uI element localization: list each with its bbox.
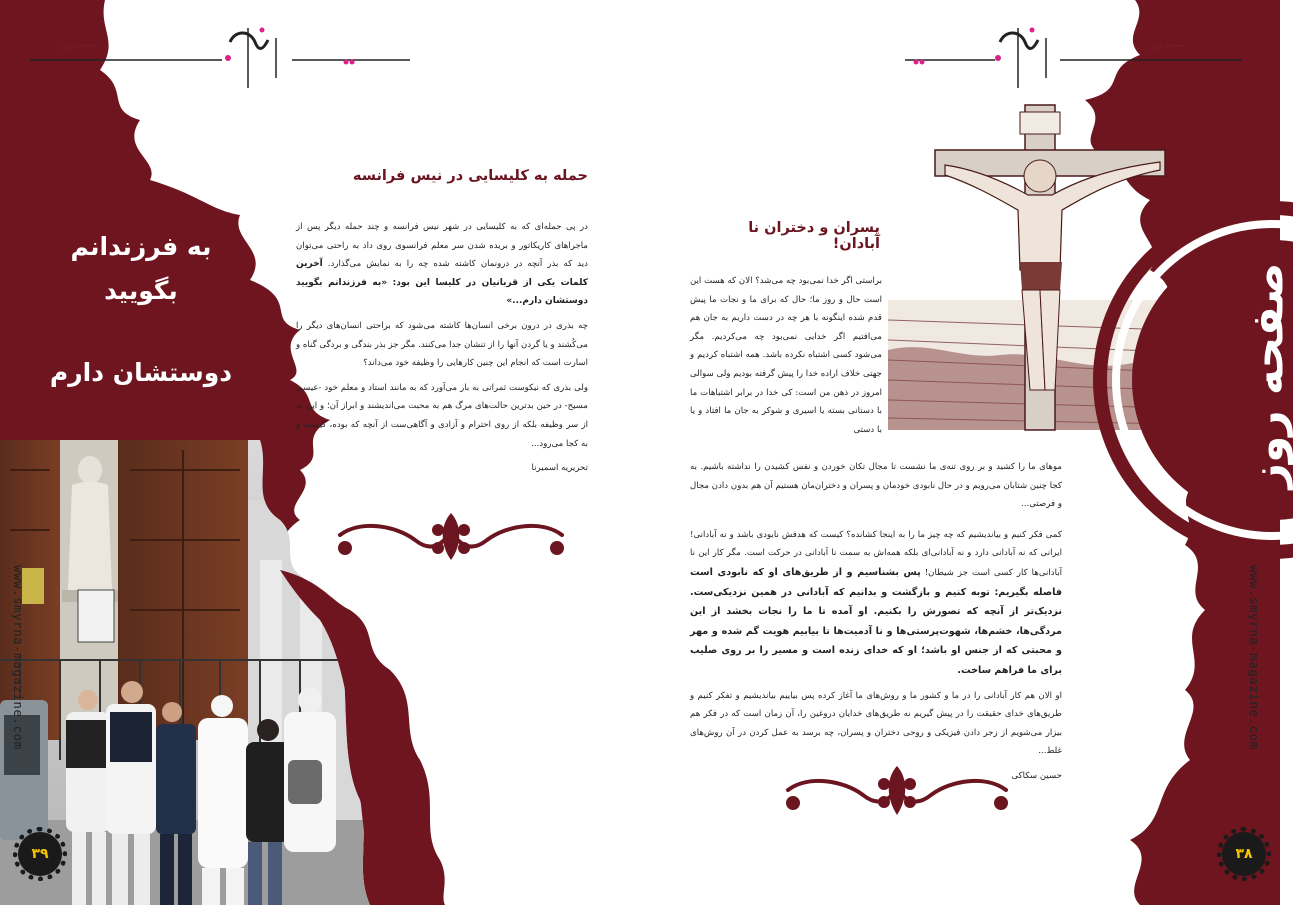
logo-wordmark: صفحه روز [1242, 262, 1293, 489]
pull-quote-line1: به فرزندانم [70, 232, 212, 261]
left-article-signature: تحریریه اسمیرنا [531, 463, 588, 474]
pull-quote [36, 225, 246, 395]
right-article-paragraph-2 [690, 526, 1062, 681]
left-article-p1-text: در پی حمله‌ای که به کلیسایی در شهر نیس فرانسه و چند حمله دیگر پس از ماجراهای کاریکاتور و بریده شدن سر معلم فرانسوی روی داد به راحتی می‌توان دید که بذر آنچه در درونمان کاشته شده چه را به نمایش می‌گذارد. [296, 222, 588, 270]
left-article-paragraph-1 [296, 218, 588, 311]
right-article-paragraph-1-part2: موهای ما را کشید و بر روی تنه‌ی ما نشست تا مجال تکان خوردن و نفس کشیدن را نداشته باشیم. به کجا چنین شتابان می‌رویم و در حال نابودی خودمان و پسران و دختران‌مان هستیم آن هم بدون دادن مجال و فرصتی... [690, 462, 1062, 510]
pull-quote-line2: بگویید [104, 276, 178, 305]
left-page-number: ۳۹ [18, 832, 62, 876]
pull-quote-line3: دوستشان دارم [49, 358, 233, 387]
right-vertical-url[interactable]: www.smyrna-magazine.com [1247, 565, 1262, 750]
right-article-body-bottom [690, 458, 1062, 792]
left-article-body [296, 218, 588, 484]
left-ornament-center [432, 513, 470, 560]
left-vertical-url[interactable]: www.smyrna-magazine.com [11, 565, 26, 750]
crucifix-illustration [888, 105, 1173, 430]
right-article-p2-text: کمی فکر کنیم و بیاندیشیم که چه چیز ما را به اینجا کشانده؟ کیست که هدفش نابودی باشد و نه آبادانی! ایرانی که نه آبادانی دارد و نه آبادانی‌ای بلکه همه‌اش به سمت نا آبادانی در حرکت است. مگر کار این نا آبادانی‌ها کار کسی است جز شیطان! [690, 529, 1062, 578]
right-page-number: ۳۸ [1222, 832, 1266, 876]
right-article-paragraph-3: او الان هم کار آبادانی را در ما و کشور ما و روش‌های ما آغاز کرده پس بیاییم بیاندیشیم و تفکر کنیم و طریق‌های خدای حقیقت را در پیش گیریم نه طریق‌های خدایان دروغین را، آن زمان است که در فکر هم بیزار می‌شویم از زجر دادن فیزیکی و روحی دختران و پسران، چه برسد به عمل کردن در آن روش‌های غلط... [690, 690, 1062, 757]
right-article-paragraph-1-part1: براستی اگر خدا نمی‌بود چه می‌شد؟ الان که هست این است حال و روز ما؛ حال که برای ما و نجات ما پیش قدم شده اینگونه با هر چه در دست داریم به جان هم می‌افتیم اگر خدایی نمی‌بود چه می‌کردیم. مگر می‌شود کسی اشتباه نکرده باشد. همه اشتباه کردیم و جهتی خلاف اراده خدا را پیش گرفته بودیم ولی سوالی امروز در ذهن من است: کی خدا در برابر اشتباهات ما با دستانی بسته یا اسیری و شوکر به جان ما افتاد و یا با دستی [690, 276, 882, 435]
left-header-label: صفحه روز [60, 40, 95, 49]
left-article-p1-emphasis: آخرین کلمات یکی از قربانیان در کلیسا این بود: «به فرزندانم بگویید دوستشان دارم...» [296, 259, 588, 307]
right-header-label: صفحه روز [1150, 40, 1185, 49]
right-article-body-top [690, 272, 882, 439]
right-article-p2-emphasis: پس بشناسیم و از طریق‌های او که نابودی است فاصله بگیریم: توبه کنیم و بازگشت و بدانیم که آبادانی در همین نزدیکی‌ست. نزدیک‌تر از آنچه که تصورش را بکنیم. او آمده تا ما را نجات بخشد از این مردگی‌ها، خشم‌ها، شهوت‌پرستی‌ها و نا آدمیت‌ها تا بیابیم هویت گم شده و مهر و محبتی که از جنس او باشد؛ او که خدای زنده است و مسیر را بر روی صلیب برای ما فراهم ساخت. [690, 566, 1062, 676]
right-article-title: پسران و دختران نا آبادان! [748, 220, 880, 252]
left-article-paragraph-2: چه بذری در درون برخی انسان‌ها کاشته می‌شود که براحتی انسان‌های دیگر را می‌کُشند و یا گردن آنها را از تنشان جدا می‌کنند. مگر جز بذر بندگی و بردگی گناه و اسارت است که انجام این چنین کارهایی را وظیفه خود می‌داند؟ [296, 320, 588, 369]
left-article-title: حمله به کلیسایی در نیس فرانسه [352, 168, 588, 184]
right-article-signature: حسین سکاکی [1011, 770, 1062, 781]
left-article-paragraph-3: ولی بذری که نیکوست ثمراتی به بار می‌آورد که به مانند استاد و معلم خود -عیسی مسیح- در حین بدترین حالت‌های مرگ هم به محبت می‌اندیشند و ابراز آن؛ و این نه از سر وظیفه بلکه از روی احترام و آزادی و آگاهی‌ست از آنچه که بوده، کیست و به کجا می‌رود... [296, 382, 588, 449]
